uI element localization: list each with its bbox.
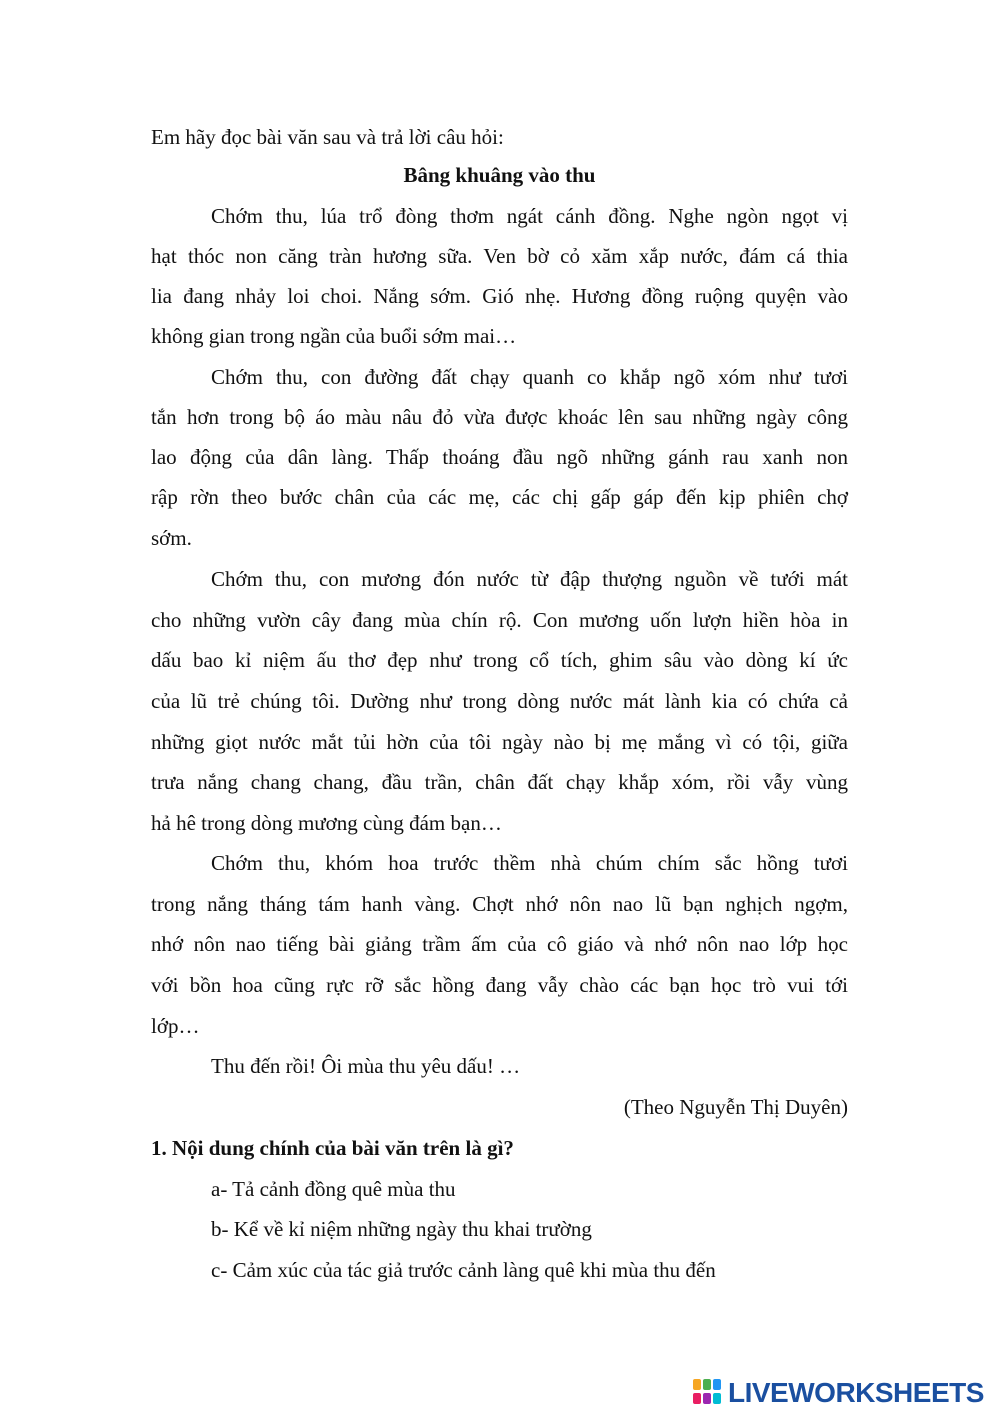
passage-line: lia đang nhảy loi choi. Nắng sớm. Gió nhẹ. Hương đồng ruộng quyện vào bbox=[151, 284, 848, 308]
passage-line: sớm. bbox=[151, 526, 192, 550]
passage-line: không gian trong ngần của buổi sớm mai… bbox=[151, 324, 517, 348]
passage-line: cho những vườn cây đang mùa chín rộ. Con mương uốn lượn hiền hòa in bbox=[151, 608, 848, 632]
passage-line: Chớm thu, lúa trổ đòng thơm ngát cánh đồng. Nghe ngòn ngọt vị bbox=[211, 204, 848, 228]
passage-line: nhớ nôn nao tiếng bài giảng trầm ấm của cô giáo và nhớ nôn nao lớp học bbox=[151, 932, 848, 956]
question-heading: 1. Nội dung chính của bài văn trên là gì? bbox=[151, 1136, 514, 1160]
passage-line: lao động của dân làng. Thấp thoáng đầu ngõ những gánh rau xanh non bbox=[151, 445, 848, 469]
passage-line: Chớm thu, con đường đất chạy quanh co khắp ngõ xóm như tươi bbox=[211, 365, 848, 389]
passage-line: hả hê trong dòng mương cùng đám bạn… bbox=[151, 811, 502, 835]
passage-line: trưa nắng chang chang, đầu trần, chân đất chạy khắp xóm, rồi vẫy vùng bbox=[151, 770, 848, 794]
answer-option-a[interactable]: a- Tả cảnh đồng quê mùa thu bbox=[211, 1177, 456, 1201]
passage-line: Chớm thu, khóm hoa trước thềm nhà chúm chím sắc hồng tươi bbox=[211, 851, 848, 875]
passage-line: lớp… bbox=[151, 1014, 200, 1038]
instruction-text: Em hãy đọc bài văn sau và trả lời câu hỏi: bbox=[151, 125, 504, 149]
passage-line: dấu bao kỉ niệm ấu thơ đẹp như trong cổ tích, ghim sâu vào dòng kí ức bbox=[151, 648, 848, 672]
passage-line: Chớm thu, con mương đón nước từ đập thượng nguồn về tưới mát bbox=[211, 567, 848, 591]
passage-line: những giọt nước mắt tủi hờn của tôi ngày nào bị mẹ mắng vì có tội, giữa bbox=[151, 730, 848, 754]
source-attribution: (Theo Nguyễn Thị Duyên) bbox=[623, 1095, 848, 1119]
passage-line: rập rờn theo bước chân của các mẹ, các chị gấp gáp đến kịp phiên chợ bbox=[151, 485, 848, 509]
answer-option-c[interactable]: c- Cảm xúc của tác giả trước cảnh làng quê khi mùa thu đến bbox=[211, 1258, 716, 1282]
passage-title: Bâng khuâng vào thu bbox=[403, 163, 596, 187]
passage-line: hạt thóc non căng tràn hương sữa. Ven bờ cỏ xăm xắp nước, đám cá thia bbox=[151, 244, 848, 268]
passage-line: của lũ trẻ chúng tôi. Dường như trong dòng nước mát lành kia có chứa cả bbox=[151, 689, 848, 713]
liveworksheets-logo bbox=[693, 1377, 984, 1409]
passage-line: với bồn hoa cũng rực rỡ sắc hồng đang vẫy chào các bạn học trò vui tới bbox=[151, 973, 848, 997]
passage-line: Thu đến rồi! Ôi mùa thu yêu dấu! … bbox=[211, 1054, 521, 1078]
liveworksheets-logo-icon bbox=[693, 1379, 725, 1407]
logo-text: LIVEWORKSHEETS bbox=[728, 1377, 984, 1408]
passage-line: trong nắng tháng tám hanh vàng. Chợt nhớ nôn nao lũ bạn nghịch ngợm, bbox=[151, 892, 848, 916]
answer-option-b[interactable]: b- Kể về kỉ niệm những ngày thu khai trường bbox=[211, 1217, 592, 1241]
passage-line: tắn hơn trong bộ áo màu nâu đỏ vừa được khoác lên sau những ngày công bbox=[151, 405, 848, 429]
